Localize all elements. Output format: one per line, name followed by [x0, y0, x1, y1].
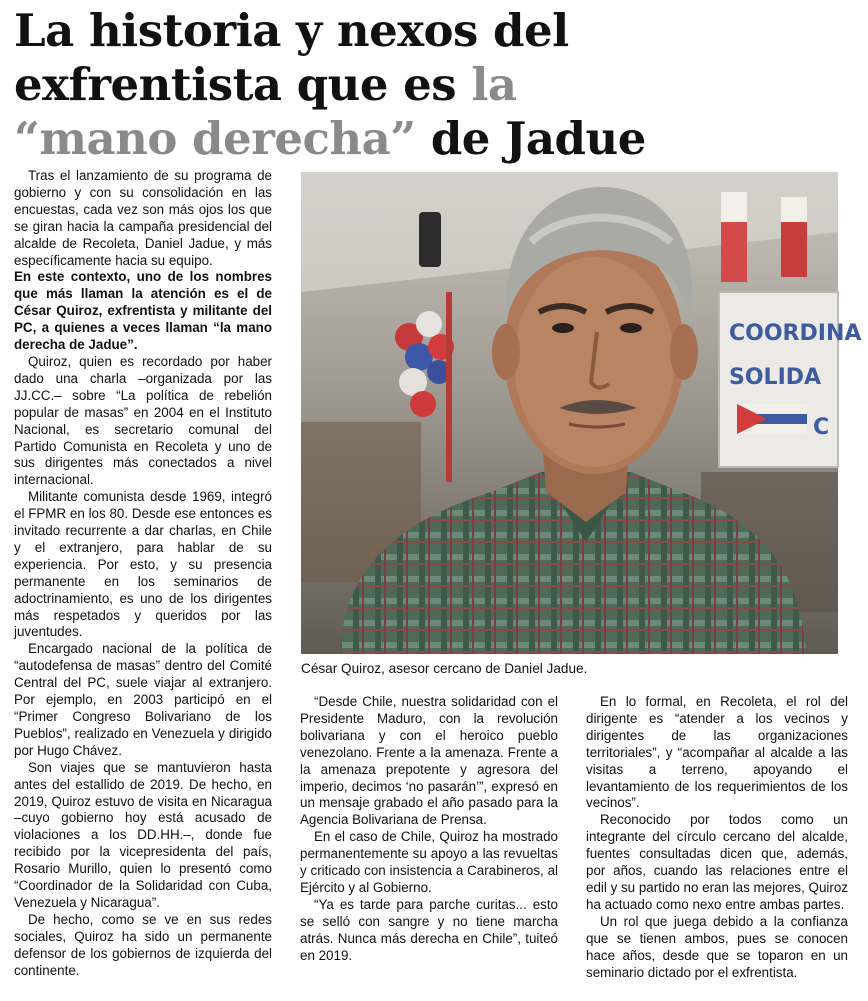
paragraph: Encargado nacional de la política de “autodefensa de masas” dentro del Comité Central del PC, suele viajar al extranjero. Por ejemplo, en 2003 participó en el “Primer Congreso Bolivariano de los Pueblos”, realizado en Venezuela y dirigido por Hugo Chávez.	[14, 641, 272, 758]
solidarity-banner	[719, 292, 861, 467]
article-column-2	[300, 694, 558, 965]
paragraph: En lo formal, en Recoleta, el rol del dirigente es “atender a los vecinos y dirigentes de las organizaciones territoriales”, y “acompañar al alcalde a las visitas a terreno, apoyando el levantamiento de los requerimientos de los vecinos”.	[586, 694, 848, 811]
paragraph: Militante comunista desde 1969, integró el FPMR en los 80. Desde ese entonces es invitado recurrente a dar charlas, en Chile y el extranjero, para hablar de su experiencia. Por esto, y su presencia permanente en los seminarios de adoctrinamiento, es uno de los dirigentes más respetados y queridos por las juventudes.	[14, 489, 272, 640]
paragraph: Son viajes que se mantuvieron hasta antes del estallido de 2019. De hecho, en 2019, Quiroz estuvo de visita en Nicaragua –cuyo gobierno hoy está acusado de violaciones a los DD.HH.–, donde fue recibido por la vicepresidenta del país, Rosario Murillo, quien lo presentó como “Coordinador de la Solidaridad con Cuba, Venezuela y Nicaragua”.	[14, 759, 272, 910]
paragraph: Tras el lanzamiento de su programa de gobierno y con su consolidación en las encuestas, cada vez son más ojos los que se giran hacia la campaña presidencial del alcalde de Recoleta, Daniel Jadue, y más específicamente hacia su equipo.	[14, 168, 272, 268]
paragraph: Un rol que juega debido a la confianza que se tienen ambos, pues se conocen hace años, desde que se toparon en un seminario dictado por el exfrentista.	[586, 913, 848, 980]
paragraph-bold: En este contexto, uno de los nombres que más llaman la atención es el de César Quiroz, exfrentista y militante del PC, a quienes a veces llaman “la mano derecha de Jadue”.	[14, 269, 272, 353]
banner-text-3: C	[813, 415, 830, 440]
article-column-1	[14, 168, 272, 980]
headline-line-3	[14, 112, 859, 166]
headline-line-2	[14, 58, 859, 112]
paragraph: Reconocido por todos como un integrante del círculo cercano del alcalde, fuentes consultadas dicen que, además, por años, cuando las relaciones entre el edil y su partido no eran las mejores, Quiroz ha actuado como nexo entre ambas partes.	[586, 812, 848, 912]
headline-line-3-dark: de Jadue	[415, 112, 646, 165]
portrait-illustration	[301, 172, 862, 654]
article-column-3	[586, 694, 848, 981]
paragraph: “Desde Chile, nuestra solidaridad con el Presidente Maduro, con la revolución bolivariana y con el heroico pueblo venezolano. Frente a la amenaza. Frente a la amenaza prepotente y agresora del imperio, decimos ‘no pasarán’”, expresó en un mensaje grabado el año pasado para la Agencia Bolivariana de Prensa.	[300, 694, 558, 828]
headline-line-1: La historia y nexos del	[14, 4, 569, 57]
banner-text-2: SOLIDA	[729, 365, 822, 390]
headline	[14, 4, 859, 166]
headline-line-3-gray: “mano derecha”	[14, 112, 416, 165]
photo-caption: César Quiroz, asesor cercano de Daniel Jadue.	[301, 661, 588, 676]
headline-line-2-gray: la	[471, 58, 517, 111]
paragraph: De hecho, como se ve en sus redes sociales, Quiroz ha sido un permanente defensor de los gobiernos de izquierda del continente.	[14, 911, 272, 978]
paragraph: Quiroz, quien es recordado por haber dado una charla –organizada por las JJ.CC.– sobre “La política de rebelión popular de masas” en 2004 en el Instituto Nacional, es secretario comunal del Partido Comunista en Recoleta y uno de sus dirigentes más conectados a nivel internacional.	[14, 353, 272, 488]
paragraph: En el caso de Chile, Quiroz ha mostrado permanentemente su apoyo a las revueltas y criticado con insistencia a Carabineros, al Ejército y al Gobierno.	[300, 829, 558, 895]
banner-text-1: COORDINA	[729, 321, 862, 346]
portrait-photo	[301, 172, 862, 654]
paragraph: “Ya es tarde para parche curitas... esto se selló con sangre y no tiene marcha atrás. Nunca más derecha en Chile”, tuiteó en 2019.	[300, 896, 558, 963]
headline-line-2-dark: exfrentista que es	[14, 58, 472, 111]
